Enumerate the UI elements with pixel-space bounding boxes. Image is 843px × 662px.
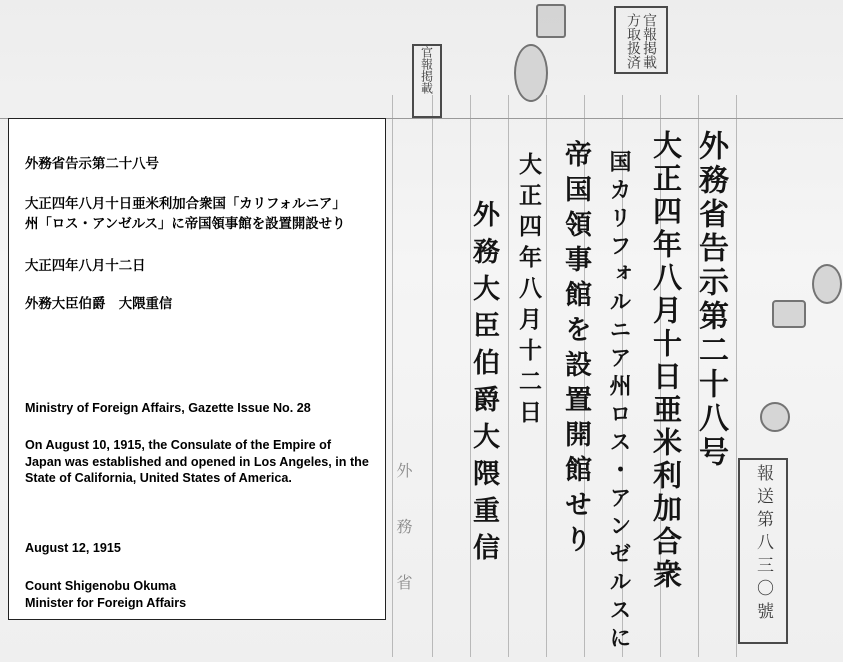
ruled-line <box>508 95 509 657</box>
en-date: August 12, 1915 <box>25 541 121 555</box>
manuscript-date: 大正四年八月十二日 <box>515 152 542 431</box>
seal-stamp <box>514 44 548 102</box>
translation-panel <box>8 118 386 620</box>
en-title: Ministry of Foreign Affairs, Gazette Issue No. 28 <box>25 401 311 415</box>
jp-body-line: 州「ロス・アンゼルス」に帝国領事館を設置開設せり <box>25 217 346 232</box>
seal-stamp <box>536 4 566 38</box>
en-signer-name: Count Shigenobu Okuma <box>25 579 177 593</box>
manuscript-signer: 外務大臣伯爵大隈重信 <box>468 200 499 570</box>
en-body: On August 10, 1915, the Consulate of the Empire of Japan was established and opened in Los Angeles, in the State of California, United States of America. <box>25 438 369 485</box>
seal-stamp <box>812 264 842 304</box>
dispatch-stamp <box>738 458 788 644</box>
gazette-stamp-small-text: 官報掲載 <box>419 46 434 94</box>
ruled-line <box>736 95 737 657</box>
en-signer-title: Minister for Foreign Affairs <box>25 596 187 610</box>
dispatch-stamp-text: 報送第八三〇號 <box>753 464 773 625</box>
jp-title: 外務省告示第二十八号 <box>25 157 159 172</box>
jp-date: 大正四年八月十二日 <box>25 259 146 274</box>
ruled-line <box>432 95 433 657</box>
gazette-stamp-text: 官報掲載方取扱済 <box>625 13 657 69</box>
seal-stamp <box>772 300 806 328</box>
gazette-stamp-small <box>412 44 442 118</box>
manuscript-line: 国カリフォルニア州ロス・アンゼルスに <box>606 150 632 654</box>
gazette-stamp <box>614 6 668 74</box>
seal-stamp <box>760 402 790 432</box>
printed-footer: 外務省 <box>394 462 413 630</box>
manuscript-line: 帝国領事館を設置開館せり <box>560 140 591 560</box>
manuscript-line: 大正四年八月十日亜米利加合衆 <box>649 130 683 592</box>
manuscript-title: 外務省告示第二十八号 <box>693 130 728 470</box>
ruled-line <box>546 95 547 657</box>
jp-signer: 外務大臣伯爵 大隈重信 <box>25 297 173 312</box>
jp-body-line: 大正四年八月十日亜米利加合衆国「カリフォルニア」 <box>25 197 346 212</box>
